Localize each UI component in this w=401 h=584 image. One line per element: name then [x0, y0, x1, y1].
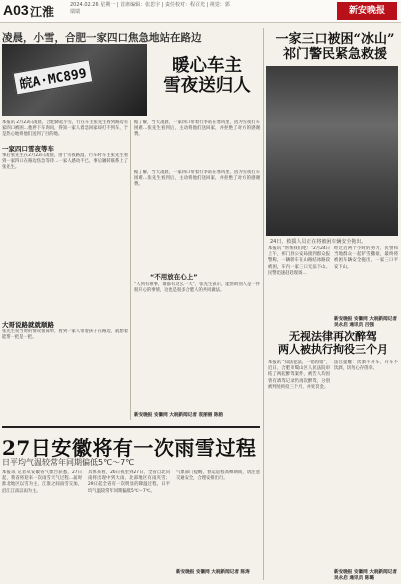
- lead-body-4: 张先生说当时的情况很简单，看到一家人带着孩子在路边，就想着能帮一把是一把。: [2, 329, 128, 341]
- drunk-driving-headline-line1: 无视法律再次醉驾: [289, 330, 377, 343]
- rescue-photo-caption: 24日，救援人员正在将被困车辆安全拖出。: [270, 239, 367, 245]
- drunk-driving-headline-line2: 两人被执行拘役三个月: [278, 343, 388, 356]
- lead-body-3: 事后张先生在2月23日凌晨，由于雪夜路湿，行车时车主张先生看到一家四口在路边焦急等待…一家人感动不已，事后辗转联系上了张先生。: [2, 153, 128, 171]
- drunk-driving-headline: [268, 330, 398, 356]
- masthead-info: 2024.02.26 星期一 | 首席编辑：张思宇 | 责任校对：程召光 | 视觉：郭瑞瑞: [70, 2, 230, 15]
- right-headline-line2: 祁门警民紧急救援: [282, 47, 387, 62]
- lead-body-2: 据了解，当天凌晨，一家四口带着行李站在寒风里，因为雪夜打车困难…张先生看到后，主动将他们送回家，并拒绝了对方的感谢费。: [134, 120, 260, 138]
- column-divider: [130, 120, 131, 420]
- lead-headline-line2: 雪夜送归人: [163, 76, 251, 96]
- lead-headline-line1: 暖心车主: [172, 56, 242, 76]
- lead-subhead-3: “不用放在心上”: [150, 273, 198, 281]
- snow-byline: 新安晚报 安徽网 大皖新闻记者 陈涛: [176, 570, 250, 575]
- snow-body-2: 具体来看，26日夜里到27日，全省自北向南将出现中到大雨，北部地区有雨夹雪；29日起全省有一次明显的降温过程，日平均气温较常年同期偏低5℃～7℃。: [88, 470, 170, 494]
- lead-body-5: “人到有难事，谁都有这么一天”，张先生表示，能帮助别人是一件很开心的事情，这也是很多合肥人的共同做法。: [134, 282, 260, 294]
- right-body-2: 经过近两个小时的努力，民警和当地群众一起铲雪撒盐，最终将被困车辆安全拖出，一家三口平安下山。: [334, 246, 398, 270]
- snow-body-3: 气象部门提醒，春运返程高峰期间，请注意交通安全，合理安排出行。: [176, 470, 260, 482]
- license-plate: 皖A·MC899: [13, 59, 94, 95]
- page-number: A03: [3, 2, 29, 18]
- section-name: 江淮: [30, 5, 55, 19]
- snow-body-1: 本报讯 记者从安徽省气象台获悉，27日起，我省将迎来一次雨雪天气过程…届时淮北地区以雪为主，江淮之间雨雪交加，沿江江南以雨为主。: [2, 470, 82, 494]
- lead-body-1: 本报讯 2月23日凌晨，合肥降起小雪，行在车主张先生看到路边有家四口被困…他停下车询问，得知一家人着急回家却打不到车，于是热心地将他们送到了目的地。: [2, 120, 128, 138]
- right-body-3: 本报讯 “知法犯法，一错再错”，近日，合肥市蜀山区人民法院审结了两起醉驾案件，被告人均因曾有酒驾记录仍再次醉驾，分别被判处拘役三个月，并处罚金。: [268, 360, 330, 390]
- snow-subheadline: 日平均气温较常年同期偏低5℃～7℃: [2, 458, 135, 467]
- lead-subhead-2: 大哥说路就就顺路: [2, 321, 54, 329]
- snow-headline: 27日安徽将有一次雨雪过程: [2, 436, 257, 460]
- section-divider: [2, 426, 260, 428]
- right-body-1: 本报讯 “帮帮我们吧！”2月24日上午，祁门县公安局接到群众报警称，一辆轿车在山路结冰路段被困，车内一家三口无法下山。民警迅速赶赴现场…: [268, 246, 330, 276]
- right-headline: [272, 32, 398, 62]
- lead-subhead-1: 一家四口雪夜等车: [2, 145, 54, 153]
- newspaper-logo: 新安晚报: [337, 2, 397, 20]
- lead-body-5-pre: 据了解，当天凌晨，一家四口带着行李站在寒风里，因为雪夜打车困难…张先生看到后，主动将他们送回家，并拒绝了对方的感谢费。: [134, 170, 260, 188]
- lead-headline: [152, 56, 262, 96]
- right-byline-1: 新安晚报 安徽网 大皖新闻记者 吴永启 通讯员 吕强: [334, 317, 397, 328]
- rescue-photo: [266, 66, 398, 236]
- right-byline-2: 新安晚报 安徽网 大皖新闻记者 吴永启 通讯员 陈璐: [334, 570, 397, 581]
- lead-photo: [2, 44, 147, 116]
- lead-byline: 新安晚报 安徽网 大皖新闻记者 袁丽丽 陈韵: [134, 413, 224, 418]
- column-divider: [263, 28, 264, 580]
- right-headline-line1: 一家三口被困“冰山”: [275, 32, 395, 47]
- top-line-headline: 凌晨，小雪，合肥一家四口焦急地站在路边: [2, 32, 202, 44]
- right-body-4: 法官提醒：饮酒不开车，开车不饮酒，切勿心存侥幸。: [334, 360, 398, 372]
